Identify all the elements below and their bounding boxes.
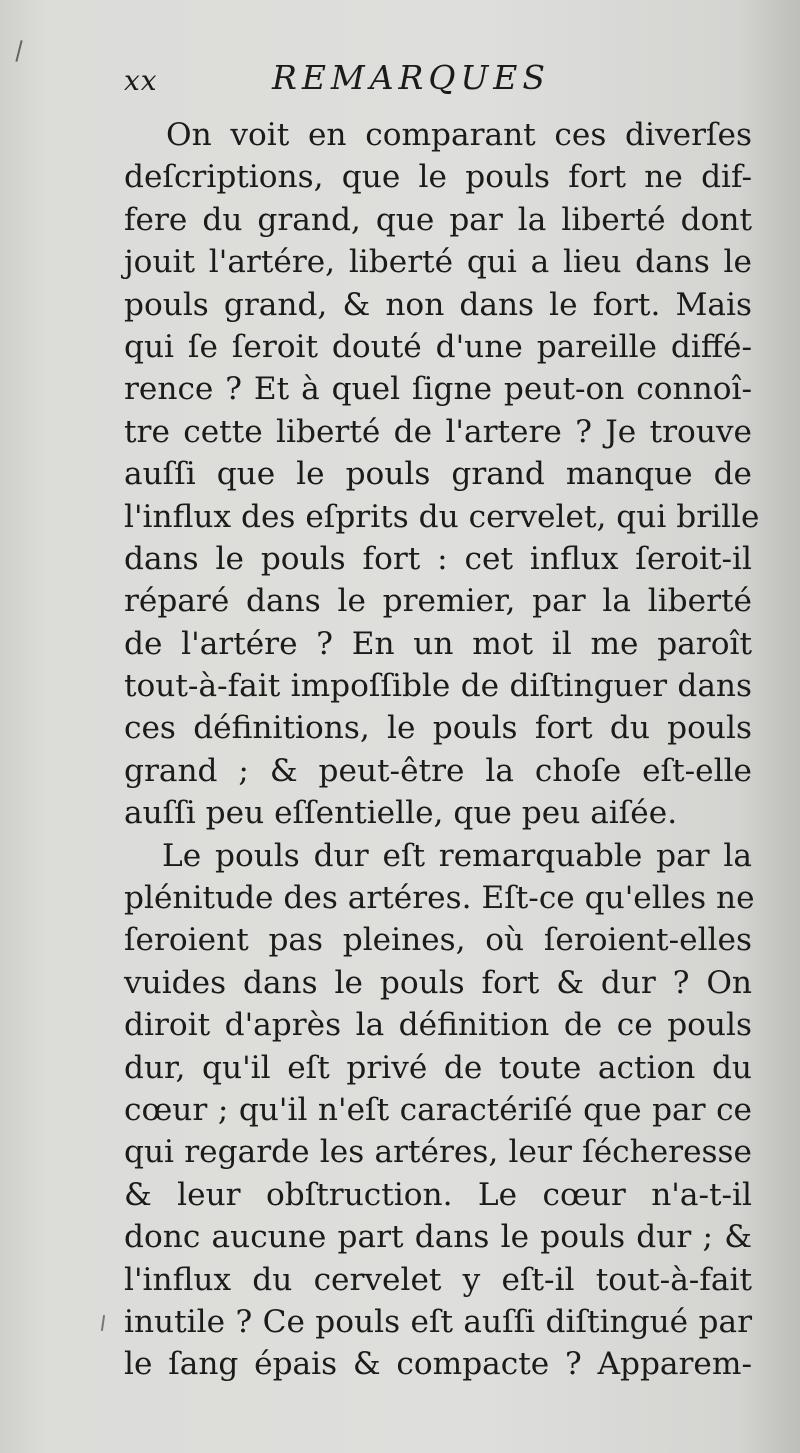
- text-line: ſeroient pas pleines, où ſeroient-elles: [124, 922, 752, 959]
- text-line: fere du grand, que par la liberté dont: [124, 201, 752, 238]
- text-line: l'influx du cervelet y eſt-il tout-à-fait: [124, 1261, 752, 1298]
- text-line: On voit en comparant ces diverſes: [166, 117, 752, 153]
- text-line: Le pouls dur eſt remarquable par la: [162, 837, 752, 874]
- text-line: le ſang épais & compacte ? Apparem-: [124, 1346, 752, 1383]
- text-line: vuides dans le pouls fort & dur ? On: [124, 964, 752, 1001]
- text-line: deſcriptions, que le pouls fort ne dif-: [124, 159, 752, 196]
- text-line: donc aucune part dans le pouls dur ; &: [124, 1219, 752, 1256]
- text-line: pouls grand, & non dans le fort. Mais: [124, 286, 752, 323]
- page-number: xx: [124, 64, 158, 97]
- text-line: plénitude des artéres. Eſt-ce qu'elles ne: [124, 880, 755, 917]
- margin-mark: [101, 1315, 105, 1331]
- text-line: cœur ; qu'il n'eſt caractériſé que par ce: [124, 1091, 752, 1128]
- text-line: dans le pouls fort : cet influx ſeroit-il: [124, 540, 752, 577]
- text-line: dur, qu'il eſt privé de toute action du: [124, 1049, 752, 1086]
- text-line: l'influx des eſprits du cervelet, qui brille: [124, 498, 760, 535]
- text-line: ces définitions, le pouls fort du pouls: [124, 710, 752, 747]
- text-line: auſſi que le pouls grand manque de: [124, 456, 752, 493]
- margin-mark: [15, 40, 22, 62]
- text-line: tre cette liberté de l'artere ? Je trouve: [124, 413, 752, 450]
- text-line: de l'artére ? En un mot il me paroît: [124, 625, 752, 662]
- text-line: diroit d'après la définition de ce pouls: [124, 1007, 752, 1044]
- text-line: tout-à-fait impoſſible de diſtinguer dans: [124, 668, 752, 705]
- text-line: qui ſe ſeroit douté d'une pareille diffé-: [124, 328, 752, 365]
- text-line: auſſi peu eſſentielle, que peu aiſée.: [124, 795, 678, 832]
- body-text: [124, 114, 760, 1386]
- text-line: & leur obſtruction. Le cœur n'a-t-il: [124, 1176, 752, 1213]
- text-line: réparé dans le premier, par la liberté: [124, 583, 752, 620]
- text-line: qui regarde les artéres, leur ſécheresse: [124, 1134, 752, 1171]
- text-line: jouit l'artére, liberté qui a lieu dans le: [124, 244, 752, 281]
- running-title: REMARQUES: [272, 58, 550, 97]
- text-line: grand ; & peut-être la choſe eſt-elle: [124, 752, 752, 789]
- text-line: inutile ? Ce pouls eſt auſſi diſtingué par: [124, 1303, 752, 1340]
- page-header: [124, 58, 754, 102]
- text-line: rence ? Et à quel ſigne peut-on connoî-: [124, 371, 752, 408]
